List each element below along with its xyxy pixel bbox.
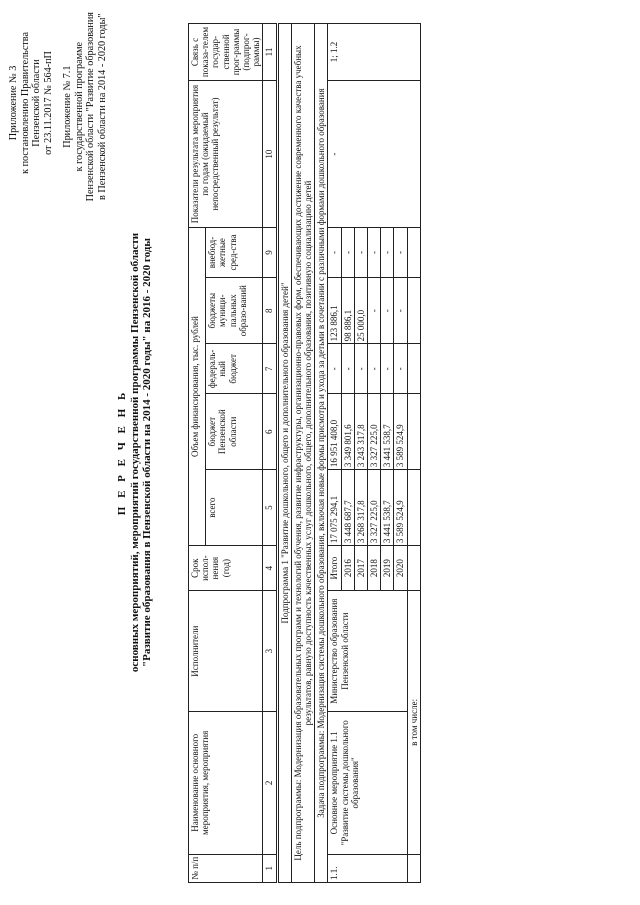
- empty-cell: [407, 854, 420, 882]
- row-year: 2018: [368, 546, 381, 591]
- empty-cell: [407, 228, 420, 278]
- row-municipal: -: [381, 277, 394, 343]
- col-number: 2: [263, 712, 277, 854]
- row-extra: -: [328, 228, 341, 278]
- row-extra: -: [368, 228, 381, 278]
- subprogram-title: Подпрограмма 1 "Развитие дошкольного, общего и дополнительного образования детей": [277, 24, 291, 883]
- row-total: 3 589 524,9: [394, 470, 407, 546]
- empty-cell: [407, 344, 420, 394]
- appendix-line: от 23.11.2017 № 564-пП: [42, 51, 54, 155]
- row-total: 3 327 225,0: [368, 470, 381, 546]
- row-federal: -: [368, 344, 381, 394]
- row-regional: 3 349 801,6: [341, 394, 354, 470]
- header-name: Наименование основного мероприятия, мероприятия: [189, 712, 263, 854]
- col-number: 6: [263, 394, 277, 470]
- appendix-line: Пензенской области: [31, 59, 42, 147]
- header-num: № п/п: [189, 854, 263, 882]
- row-federal: -: [341, 344, 354, 394]
- col-number: 1: [263, 854, 277, 882]
- header-volume: Объем финансирования, тыс. рублей: [189, 228, 206, 546]
- row-total: 3 441 538,7: [381, 470, 394, 546]
- header-federal: федераль-ный бюджет: [206, 344, 263, 394]
- row-municipal: -: [394, 277, 407, 343]
- col-number: 3: [263, 591, 277, 712]
- item-executor: Министерство образования Пензенской области: [328, 591, 407, 712]
- row-year: Итого: [328, 546, 341, 591]
- appendix-line: Приложение № 3: [8, 65, 19, 141]
- row-federal: -: [354, 344, 367, 394]
- row-total: 3 448 687,7: [341, 470, 354, 546]
- row-municipal: -: [368, 277, 381, 343]
- col-number: 9: [263, 228, 277, 278]
- empty-cell: [407, 394, 420, 470]
- row-regional: 16 951 408,0: [328, 394, 341, 470]
- col-number: 10: [263, 81, 277, 228]
- item-link: 1; 1.2: [328, 24, 420, 81]
- row-year: 2020: [394, 546, 407, 591]
- empty-cell: [407, 277, 420, 343]
- row-total: 3 268 317,8: [354, 470, 367, 546]
- row-municipal: 123 886,1: [328, 277, 341, 343]
- col-number: 7: [263, 344, 277, 394]
- goal-row: [291, 24, 314, 883]
- header-extra: внебюд-жетные сред-ства: [206, 228, 263, 278]
- row-extra: -: [381, 228, 394, 278]
- row-municipal: 98 886,1: [341, 277, 354, 343]
- header-regional: бюджет Пензенской области: [206, 394, 263, 470]
- header-municipal: бюджеты муници-пальных образо-ваний: [206, 277, 263, 343]
- including-label: в том числе:: [407, 591, 420, 854]
- document-heading: [116, 0, 154, 905]
- empty-cell: [407, 546, 420, 591]
- header-indicators: Показатели результата мероприятия по годам (ожидаемый непосредственный результат): [189, 81, 263, 228]
- task-row: [315, 24, 328, 883]
- row-federal: -: [394, 344, 407, 394]
- row-regional: 3 589 524,9: [394, 394, 407, 470]
- row-year: 2017: [354, 546, 367, 591]
- col-number: 4: [263, 546, 277, 591]
- item-indicator: -: [328, 81, 420, 228]
- header-total: всего: [206, 470, 263, 546]
- measures-table: [188, 23, 421, 883]
- header-term: Срок испол-нения (год): [189, 546, 263, 591]
- document-subtitle: "Развитие образования в Пензенской области на 2014 - 2020 годы" на 2016 - 2020 годы: [141, 238, 153, 667]
- appendix-line: к постановлению Правительства: [19, 32, 31, 174]
- row-regional: 3 243 317,8: [354, 394, 367, 470]
- document-subtitle: основных мероприятий, мероприятий государственной программы Пензенской области: [128, 232, 141, 673]
- row-extra: -: [394, 228, 407, 278]
- appendix-line: в Пензенской области на 2014 - 2020 годы": [96, 13, 108, 200]
- row-total: 17 075 294,1: [328, 470, 341, 546]
- subprogram-task: Задача подпрограммы: Модернизация системы дошкольного образования, включая новые формы присмотра и ухода за детьми в сочетании с различными формами дошкольного образования: [315, 24, 328, 883]
- subprogram-row: [277, 24, 291, 883]
- appendix-program: [62, 12, 108, 201]
- document-title: П Е Р Е Ч Е Н Ь: [116, 389, 128, 516]
- item-number: 1.1.: [328, 854, 407, 882]
- row-regional: 3 441 538,7: [381, 394, 394, 470]
- appendix-line: к государственной программе: [73, 41, 85, 172]
- empty-cell: [407, 470, 420, 546]
- appendix-resolution: [8, 32, 54, 174]
- table-header-row: [189, 24, 206, 883]
- col-number: 11: [263, 24, 277, 81]
- row-federal: -: [381, 344, 394, 394]
- row-municipal: 25 000,0: [354, 277, 367, 343]
- col-number: 8: [263, 277, 277, 343]
- row-federal: -: [328, 344, 341, 394]
- row-extra: -: [354, 228, 367, 278]
- row-extra: -: [341, 228, 354, 278]
- row-year: 2019: [381, 546, 394, 591]
- appendix-line: Приложение № 7.1: [62, 65, 73, 148]
- table-row: [328, 24, 341, 883]
- subprogram-goal: Цель подпрограммы: Модернизация образовательных программ и технологий обучения, развитие инфраструктуры, организационно-правовых форм, обеспечивающих достижение современного качества учебных результатов, равную доступность качественных услуг дошкольного, общего, дополнительного образования, позитивную социализацию детей: [291, 24, 314, 883]
- col-number: 5: [263, 470, 277, 546]
- appendix-line: Пензенской области "Развитие образования: [85, 12, 96, 202]
- row-regional: 3 327 225,0: [368, 394, 381, 470]
- header-link: Связь с показа-телем государ-ственной прог-раммы (подпрог-раммы): [189, 24, 263, 81]
- row-year: 2016: [341, 546, 354, 591]
- item-name: Основное мероприятие 1.1 "Развитие системы дошкольного образования": [328, 712, 407, 854]
- header-exec: Исполнители: [189, 591, 263, 712]
- column-numbers-row: [263, 24, 277, 883]
